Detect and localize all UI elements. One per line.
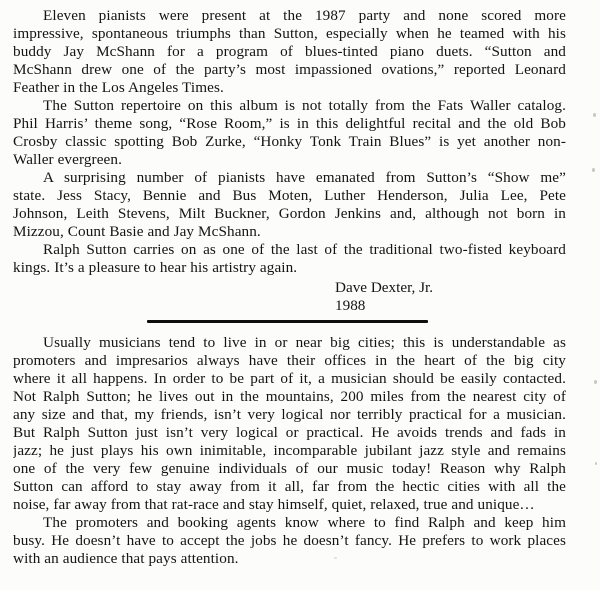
text-line: kings. It’s a pleasure to hear his artistry again. [13,259,298,276]
text-line: Waller evergreen. [13,151,122,168]
text-line: with an audience that pays attention. [13,550,239,567]
text-line: Usually musicians tend to live in or near big cities; this is understandable as [43,334,566,351]
text-line: Mizzou, Count Basie and Jay McShann. [13,223,261,240]
text-line: buddy Jay McShann for a program of blues-tinted piano duets. “Sutton and [13,43,566,60]
text-line: Phil Harris’ theme song, “Rose Room,” is in this delightful recital and the old Bob [13,115,566,132]
scan-speck [593,113,596,117]
signature-block [335,279,566,315]
text-line: promoters and impresarios always have their offices in the heart of the big city [13,352,566,369]
text-line: Johnson, Leith Stevens, Milt Buckner, Gordon Jenkins and, although not born in [13,205,566,222]
text-line: Ralph Sutton carries on as one of the last of the traditional two-fisted keyboard [43,241,566,258]
text-line: Feather in the Los Angeles Times. [13,79,224,96]
text-line: Sutton can afford to stay away from it all, far from the hectic cities with all the [13,478,566,495]
text-line: one of the very few genuine individuals of our music today! Reason why Ralph [13,460,566,477]
text-line: Not Ralph Sutton; he lives out in the mountains, 200 miles from the nearest city of [13,388,566,405]
text-line: McShann drew one of the party’s most impassioned ovations,” reported Leonard [13,61,566,78]
scan-speck [334,557,337,559]
text-line: impressive, spontaneous triumphs than Sutton, especially when he teamed with his [13,25,566,42]
section-divider-rule [147,320,428,323]
text-line: state. Jess Stacy, Bennie and Bus Moten, Luther Henderson, Julia Lee, Pete [13,187,566,204]
text-line: busy. He doesn’t have to accept the jobs he doesn’t fancy. He prefers to work places [13,532,566,549]
signature-year: 1988 [335,297,366,314]
text-line: The promoters and booking agents know where to find Ralph and keep him [43,514,566,531]
text-line: where it all happens. In order to be part of it, a musician should be easily contacted. [13,370,566,387]
text-line: A surprising number of pianists have emanated from Sutton’s “Show me” [43,169,566,186]
scan-speck [592,168,595,172]
text-line: any size and that, my friends, isn’t very logical nor terribly practical for a musician. [13,406,566,423]
text-line: Eleven pianists were present at the 1987 party and none scored more [43,7,566,24]
text-line: jazz; he just plays his own inimitable, incomparable jubilant jazz style and remains [13,442,566,459]
liner-notes-text-block [13,7,566,277]
scan-speck [594,380,597,384]
essay-text-block [13,334,566,568]
text-line: noise, far away from that rat-race and stay himself, quiet, relaxed, true and unique… [13,496,535,513]
scan-speck [595,462,597,465]
text-line: The Sutton repertoire on this album is not totally from the Fats Waller catalog. [43,97,566,114]
text-line: But Ralph Sutton just isn’t very logical or practical. He avoids trends and fads in [13,424,566,441]
scanned-page [13,7,566,568]
text-line: Crosby classic spotting Bob Zurke, “Honky Tonk Train Blues” is yet another non- [13,133,566,150]
signature-name: Dave Dexter, Jr. [335,279,434,296]
